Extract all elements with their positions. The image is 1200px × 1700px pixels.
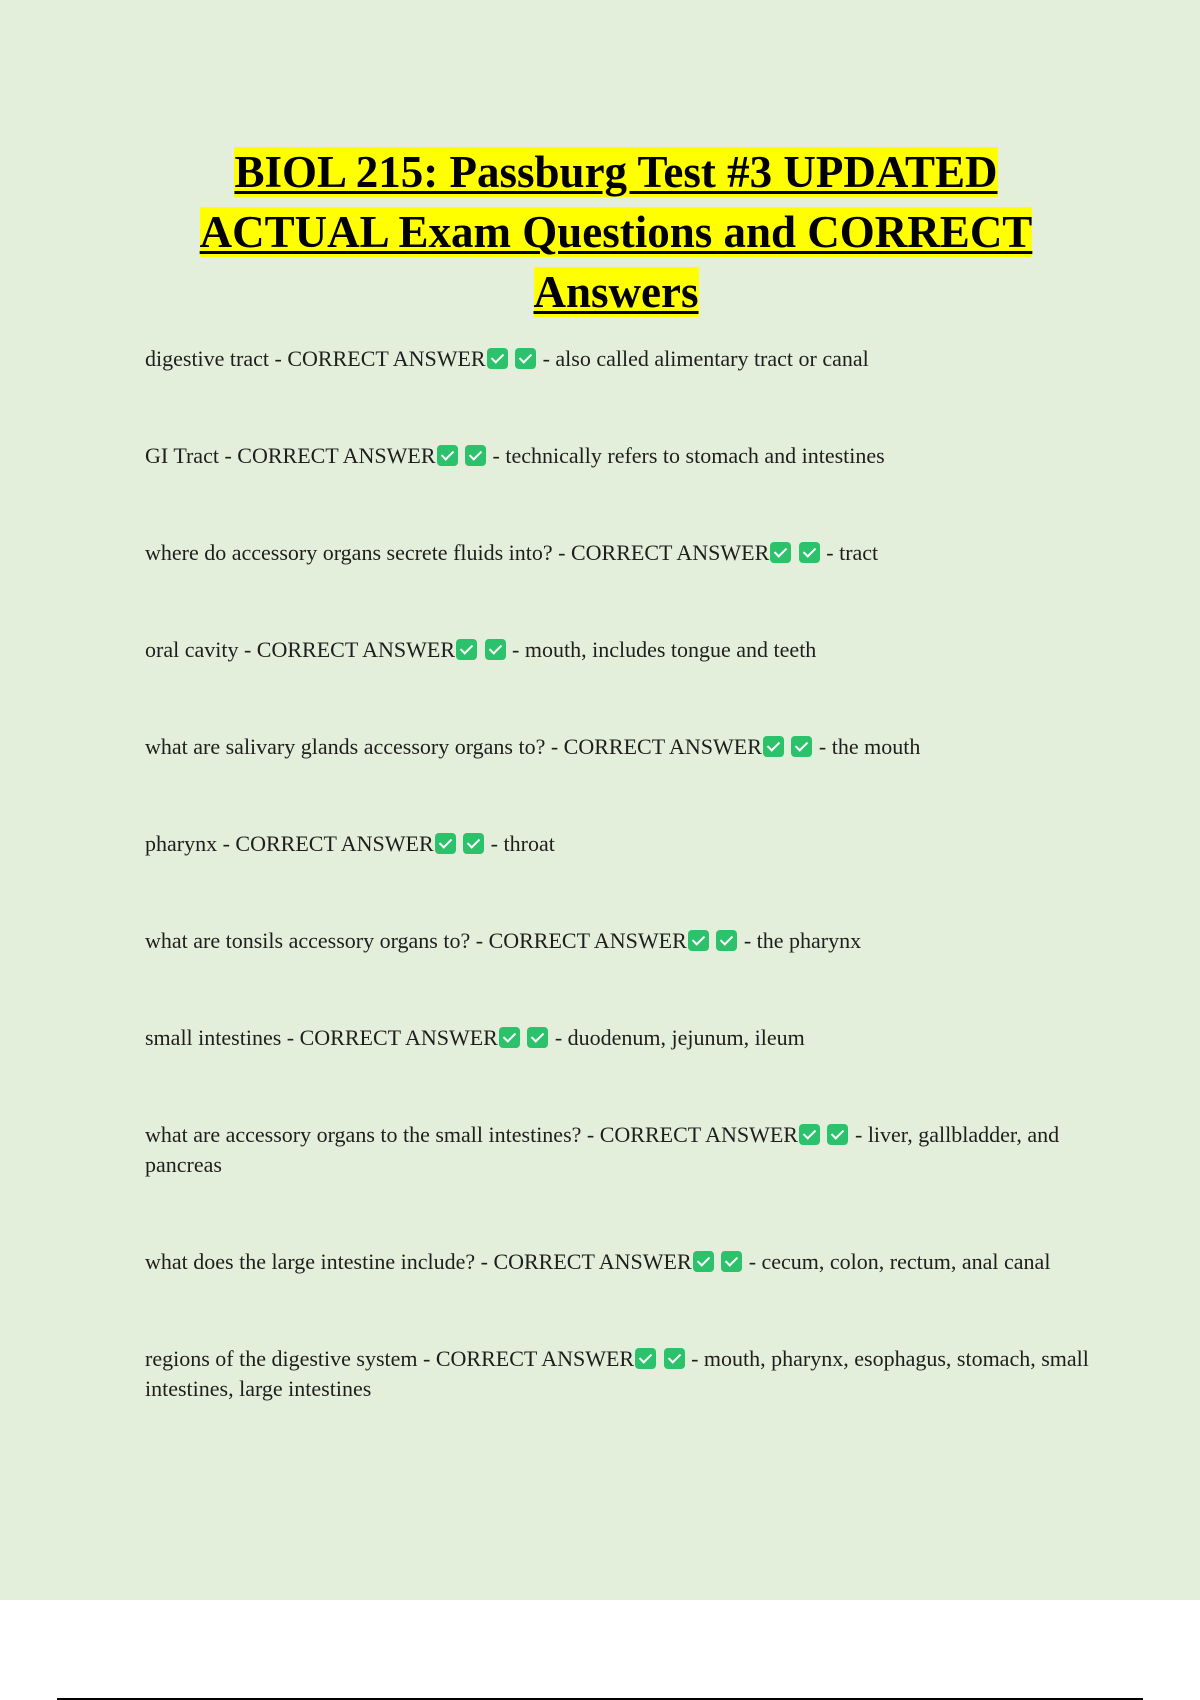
check-mark-icon (435, 833, 456, 854)
qa-answer: mouth, pharynx, esophagus, stomach, small intestines, large intestines (145, 1346, 1089, 1401)
check-mark-icon (693, 1251, 714, 1272)
check-mark-icon (770, 542, 791, 563)
qa-question: small intestines (145, 1025, 282, 1050)
qa-question: oral cavity (145, 637, 239, 662)
correct-answer-label: CORRECT ANSWER (571, 540, 770, 565)
qa-item: GI Tract - CORRECT ANSWER - technically refers to stomach and intestines (145, 443, 885, 468)
qa-answer: duodenum, jejunum, ileum (567, 1025, 805, 1050)
qa-question: what are salivary glands accessory organs to? (145, 734, 546, 759)
qa-item: oral cavity - CORRECT ANSWER - mouth, includes tongue and teeth (145, 637, 817, 662)
check-mark-icon (635, 1348, 656, 1369)
check-mark-icon (515, 348, 536, 369)
qa-answer: tract (839, 540, 879, 565)
correct-answer-label: CORRECT ANSWER (299, 1025, 498, 1050)
qa-answer: cecum, colon, rectum, anal canal (761, 1249, 1051, 1274)
qa-question: GI Tract (145, 443, 219, 468)
qa-question: what does the large intestine include? (145, 1249, 476, 1274)
check-mark-icon (527, 1027, 548, 1048)
qa-item: digestive tract - CORRECT ANSWER - also called alimentary tract or canal (145, 346, 869, 371)
check-mark-icon (485, 639, 506, 660)
check-mark-icon (465, 445, 486, 466)
qa-item: where do accessory organs secrete fluids into? - CORRECT ANSWER - tract (145, 540, 879, 565)
correct-answer-label: CORRECT ANSWER (237, 443, 436, 468)
correct-answer-label: CORRECT ANSWER (435, 1346, 635, 1371)
qa-item: what does the large intestine include? - CORRECT ANSWER - cecum, colon, rectum, anal canal (145, 1249, 1051, 1274)
qa-question: what are accessory organs to the small intestines? (145, 1122, 582, 1147)
document-title-block (145, 142, 1087, 322)
check-mark-icon (499, 1027, 520, 1048)
qa-question: where do accessory organs secrete fluids into? (145, 540, 553, 565)
qa-question: what are tonsils accessory organs to? (145, 928, 471, 953)
correct-answer-label: CORRECT ANSWER (235, 831, 434, 856)
check-mark-icon (437, 445, 458, 466)
qa-item: what are salivary glands accessory organs to? - CORRECT ANSWER - the mouth (145, 734, 921, 759)
qa-question: digestive tract (145, 346, 270, 371)
qa-answer: the mouth (831, 734, 921, 759)
qa-item: regions of the digestive system - CORRECT ANSWER - mouth, pharynx, esophagus, stomach, small intestines, large intestines (145, 1346, 1089, 1401)
check-mark-icon (799, 1124, 820, 1145)
correct-answer-label: CORRECT ANSWER (599, 1122, 798, 1147)
check-mark-icon (763, 736, 784, 757)
check-mark-icon (664, 1348, 685, 1369)
document-title (145, 142, 1087, 322)
qa-list (145, 344, 1095, 1471)
check-mark-icon (799, 542, 820, 563)
check-mark-icon (791, 736, 812, 757)
correct-answer-label: CORRECT ANSWER (488, 928, 687, 953)
check-mark-icon (487, 348, 508, 369)
check-mark-icon (688, 930, 709, 951)
check-mark-icon (827, 1124, 848, 1145)
correct-answer-label: CORRECT ANSWER (563, 734, 762, 759)
qa-answer: also called alimentary tract or canal (555, 346, 869, 371)
qa-answer: the pharynx (756, 928, 862, 953)
qa-question: pharynx (145, 831, 218, 856)
qa-question: regions of the digestive system (145, 1346, 418, 1371)
correct-answer-label: CORRECT ANSWER (287, 346, 486, 371)
qa-answer: mouth, includes tongue and teeth (524, 637, 817, 662)
check-mark-icon (716, 930, 737, 951)
check-mark-icon (456, 639, 477, 660)
check-mark-icon (463, 833, 484, 854)
qa-answer: liver, gallbladder, and pancreas (145, 1122, 1060, 1177)
qa-item: what are accessory organs to the small intestines? - CORRECT ANSWER - liver, gallbladder, and pancreas (145, 1122, 1060, 1177)
correct-answer-label: CORRECT ANSWER (256, 637, 456, 662)
qa-item: small intestines - CORRECT ANSWER - duodenum, jejunum, ileum (145, 1025, 805, 1050)
qa-item: pharynx - CORRECT ANSWER - throat (145, 831, 555, 856)
qa-answer: throat (503, 831, 555, 856)
check-mark-icon (721, 1251, 742, 1272)
title-highlight: BIOL 215: Passburg Test #3 UPDATED ACTUAL Exam Questions and CORRECT Answers (199, 147, 1033, 317)
qa-answer: technically refers to stomach and intestines (505, 443, 885, 468)
qa-item: what are tonsils accessory organs to? - CORRECT ANSWER - the pharynx (145, 928, 862, 953)
correct-answer-label: CORRECT ANSWER (493, 1249, 692, 1274)
